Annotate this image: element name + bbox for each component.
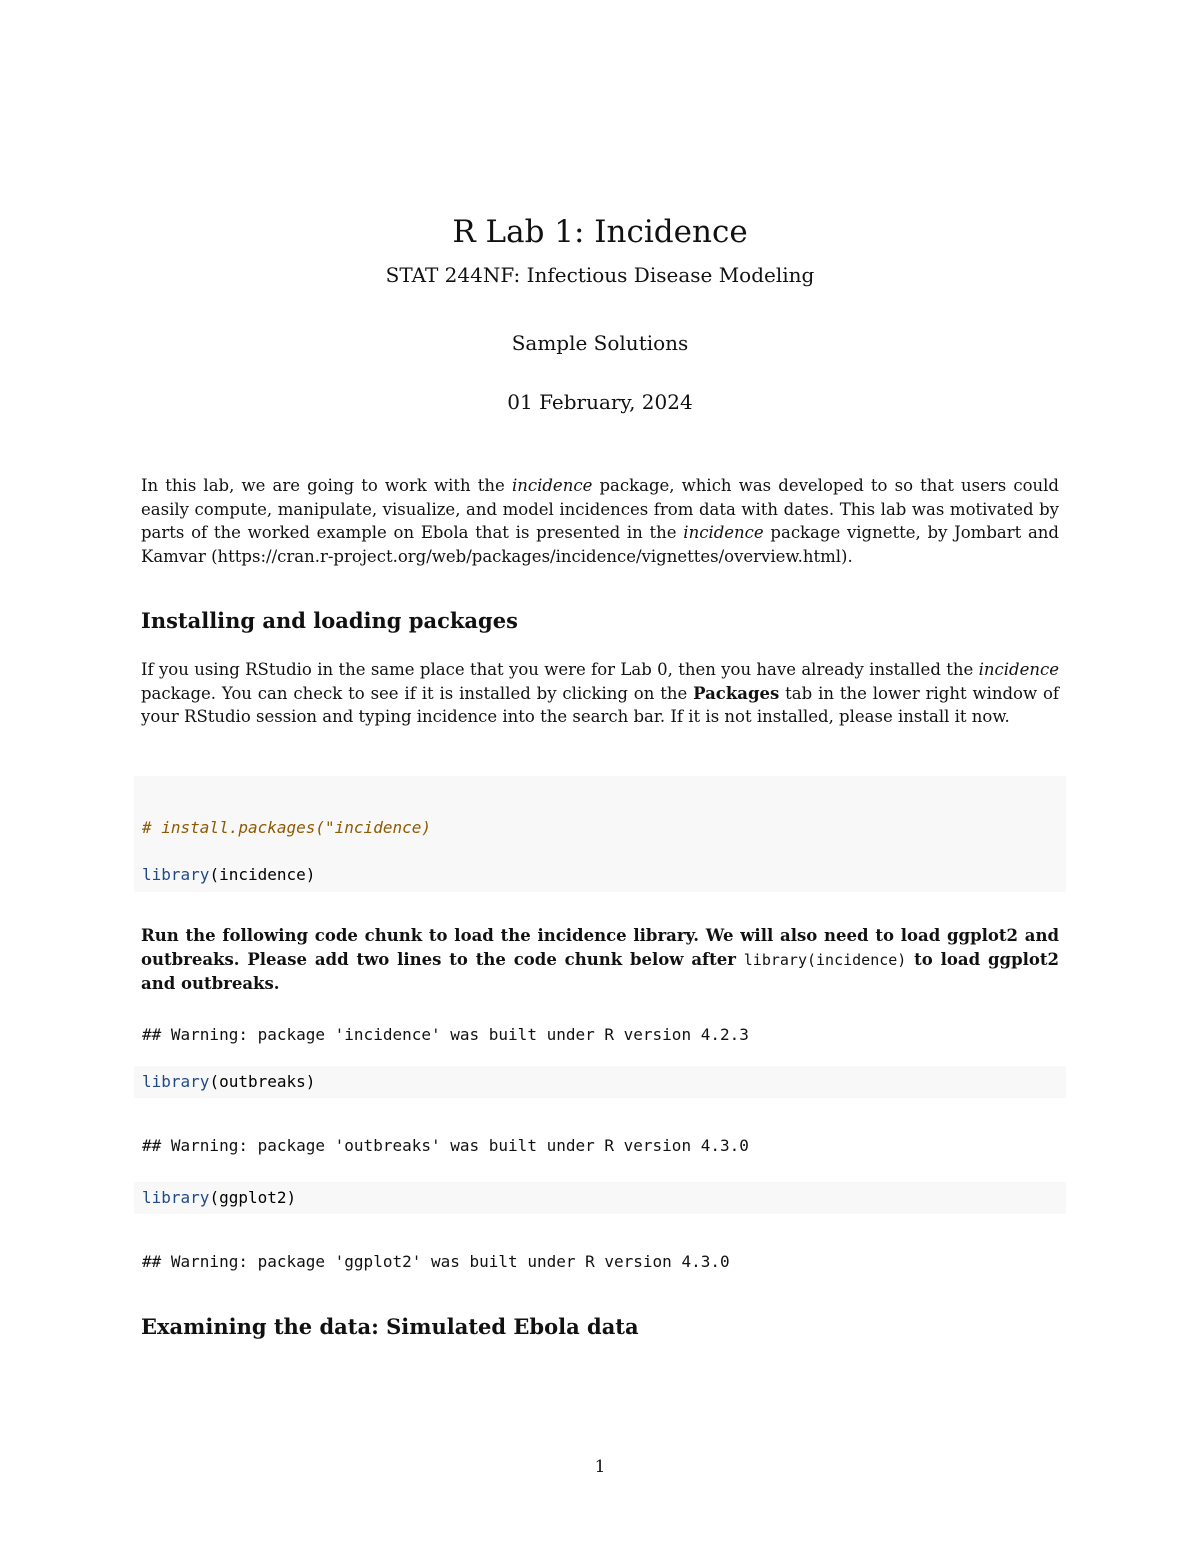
code-line-library-incidence	[142, 864, 315, 886]
code-line-comment	[142, 817, 431, 839]
code-function-name: library	[142, 865, 210, 884]
code-arguments: (incidence)	[209, 865, 316, 884]
code-line-library-outbreaks	[142, 1071, 315, 1093]
document-author: Sample Solutions	[511, 331, 689, 355]
instruction-text-1: Run the following code chunk to load the incidence library. We will also need to load ggplot2 and outbreaks. Please add two lines to the code chunk below after	[141, 926, 1059, 969]
intro-package-name-1: incidence	[511, 476, 593, 495]
document-subtitle: STAT 244NF: Infectious Disease Modeling	[385, 263, 815, 287]
instruction-paragraph	[141, 924, 1059, 996]
installing-paragraph	[141, 658, 1059, 729]
warning-output-incidence: ## Warning: package 'incidence' was built under R version 4.2.3	[142, 1025, 749, 1044]
code-chunk-outbreaks[interactable]	[134, 1066, 1066, 1098]
installing-package-name: incidence	[978, 660, 1059, 679]
document-date: 01 February, 2024	[507, 390, 693, 414]
intro-paragraph	[141, 474, 1059, 568]
intro-text-3: package vignette, by Jombart and Kamvar (https://cran.r-project.org/web/packages/incidence/vignettes/overview.html).	[141, 523, 1059, 566]
intro-text-2: package, which was developed to so that users could easily compute, manipulate, visualize, and model incidences from data with dates. This lab was motivated by parts of the worked example on Ebola that is presented in the	[141, 476, 1059, 542]
installing-text-1: If you using RStudio in the same place that you were for Lab 0, then you have already installed the	[141, 660, 979, 679]
intro-text-1: In this lab, we are going to work with the	[141, 476, 512, 495]
code-chunk-install[interactable]	[134, 776, 1066, 892]
section-heading-installing: Installing and loading packages	[141, 608, 518, 633]
code-chunk-ggplot2[interactable]	[134, 1182, 1066, 1214]
warning-output-ggplot2: ## Warning: package 'ggplot2' was built under R version 4.3.0	[142, 1252, 730, 1271]
installing-text-2: package. You can check to see if it is installed by clicking on the	[141, 683, 694, 703]
page-number: 1	[594, 1457, 606, 1477]
code-arguments: (outbreaks)	[209, 1072, 316, 1091]
installing-text-3: tab in the lower right window of your RStudio session and typing incidence into the search bar. If it is not installed, please install it now.	[141, 683, 1060, 726]
instruction-inline-code: library(incidence)	[743, 950, 907, 969]
warning-output-outbreaks: ## Warning: package 'outbreaks' was built under R version 4.3.0	[142, 1136, 749, 1155]
code-function-name: library	[142, 1072, 210, 1091]
instruction-text-2: to load ggplot2 and outbreaks.	[141, 949, 1059, 993]
code-comment: # install.packages("incidence)	[142, 818, 431, 837]
intro-package-name-2: incidence	[683, 523, 764, 542]
packages-tab-label: Packages	[693, 683, 780, 703]
document-title: R Lab 1: Incidence	[452, 214, 748, 250]
section-heading-examining-data: Examining the data: Simulated Ebola data	[141, 1314, 639, 1339]
code-function-name: library	[142, 1188, 210, 1207]
code-line-library-ggplot2	[142, 1187, 296, 1209]
code-arguments: (ggplot2)	[209, 1188, 297, 1207]
